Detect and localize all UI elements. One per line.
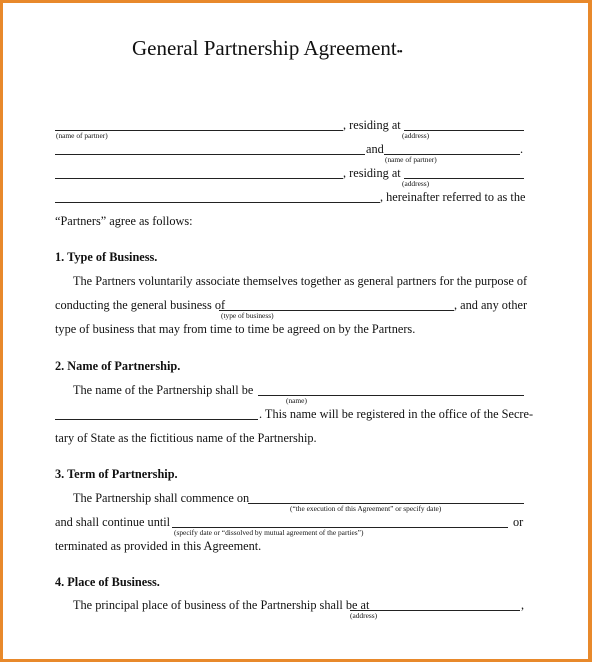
partner-2-name-line[interactable] [55, 154, 365, 155]
section-1-line-3: type of business that may from time to time be agreed on by the Partners. [55, 322, 416, 336]
section-1-line-2-end: , and any other [454, 298, 528, 312]
residing-at-label: , residing at [343, 118, 401, 132]
section-1-line-1: The Partners voluntarily associate themselves together as general partners for the purpose of [73, 274, 528, 288]
section-2-line-2-end: . This name will be registered in the office of the Secre- [259, 407, 534, 421]
section-2-line-3: tary of State as the fictitious name of the Partnership. [55, 431, 317, 445]
name-of-partner-caption: (name of partner) [56, 131, 108, 140]
section-3-line-2-end: or [513, 515, 524, 529]
section-1-line-2-start: conducting the general business of [55, 298, 226, 312]
residing-at-label-2: , residing at [343, 166, 401, 180]
section-2-heading: 2. Name of Partnership. [55, 359, 181, 373]
commence-caption: (“the execution of this Agreement” or specify date) [290, 504, 442, 513]
and-label: and [366, 142, 384, 156]
section-4-heading: 4. Place of Business. [55, 575, 160, 589]
partnership-name-line-2[interactable] [55, 419, 258, 420]
address-caption: (address) [402, 131, 430, 140]
type-of-business-caption: (type of business) [221, 311, 274, 320]
section-1-heading: 1. Type of Business. [55, 250, 158, 264]
agree-text: “Partners” agree as follows: [55, 214, 193, 228]
section-4-line-1: The principal place of business of the Partnership shall be at [73, 598, 370, 612]
section-3-heading: 3. Term of Partnership. [55, 467, 178, 481]
document-title [132, 36, 402, 61]
section-3-line-2-start: and shall continue until [55, 515, 171, 529]
section-2-line-1: The name of the Partnership shall be [73, 383, 254, 397]
hereinafter-label: , hereinafter referred to as the [380, 190, 526, 204]
partner-2-line-3[interactable] [55, 178, 343, 179]
section-3-line-1: The Partnership shall commence on [73, 491, 250, 505]
section-4-line-1-end: , [521, 598, 525, 612]
continue-caption: (specify date or “dissolved by mutual agreement of the parties”) [174, 528, 364, 537]
name-caption: (name) [286, 396, 307, 405]
title-mark: •• [396, 47, 402, 58]
partner-3-line[interactable] [55, 202, 380, 203]
address-caption-2: (address) [402, 179, 430, 188]
period-mark: . [520, 142, 524, 156]
name-of-partner-caption-2: (name of partner) [385, 155, 437, 164]
title-text: General Partnership Agreement [132, 36, 397, 60]
business-address-caption: (address) [350, 611, 378, 620]
section-3-line-3: terminated as provided in this Agreement. [55, 539, 262, 553]
